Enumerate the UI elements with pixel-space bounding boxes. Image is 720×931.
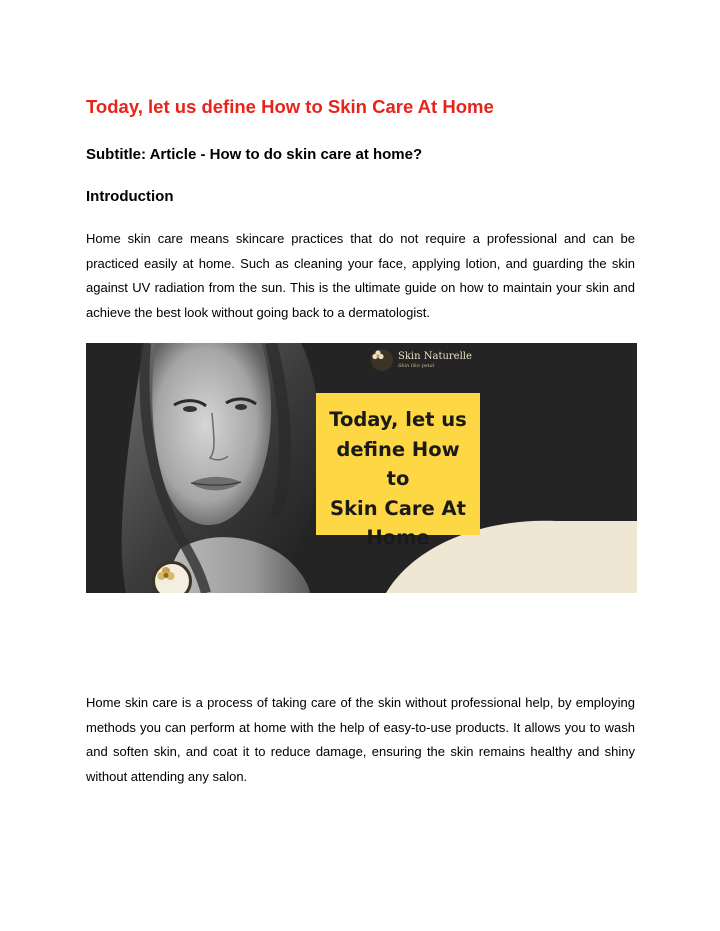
article-banner-image [86,343,637,593]
body-paragraph: Home skin care is a process of taking care of the skin without professional help, by employing methods you can perform at home with the help of easy-to-use products. It allows you to wash and soften skin, and coat it to reduce damage, ensuring the skin remains healthy and shiny without attending any salon. [86,695,635,785]
flower-logo-icon [371,349,393,371]
introduction-heading: Introduction [86,188,174,205]
brand-tagline: Skin like petal [398,362,435,369]
flower-badge-icon [152,561,192,593]
document-title: Today, let us define How to Skin Care At Home [86,96,494,117]
intro-paragraph: Home skin care means skincare practices that do not require a professional and can be practiced easily at home. Such as cleaning your face, applying lotion, and guarding the skin against UV radiation from the sun. This is the ultimate guide on how to maintain your skin and achieve the best look without going back to a dermatologist. [86,231,635,321]
brand-name: Skin Naturelle [398,350,472,362]
document-subtitle: Subtitle: Article - How to do skin care at home? [86,146,423,163]
banner-title-card [316,393,480,549]
banner-title-text: Today, let us define How to Skin Care At Home [329,408,467,549]
brand-logo [371,349,472,371]
